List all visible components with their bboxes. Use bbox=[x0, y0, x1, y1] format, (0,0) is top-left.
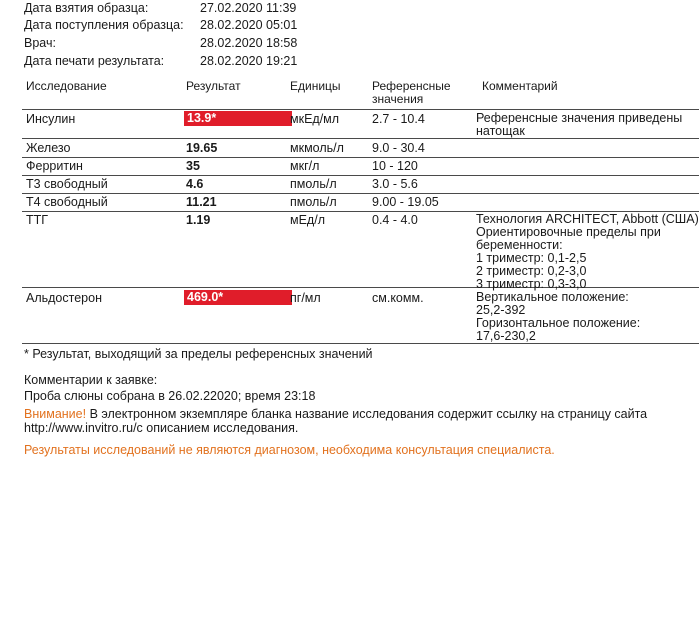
meta-value: 27.02.2020 11:39 bbox=[200, 1, 297, 15]
footnote: * Результат, выходящий за пределы референсных значений bbox=[24, 347, 373, 361]
comment-line: 2 триместр: 0,2-3,0 bbox=[476, 264, 587, 278]
test-name: Ферритин bbox=[26, 159, 83, 173]
meta-label: Дата взятия образца: bbox=[24, 1, 149, 15]
comment-line: 3 триместр: 0,3-3,0 bbox=[476, 277, 587, 291]
units: пмоль/л bbox=[290, 195, 337, 209]
comment-line: Технология ARCHITECT, Abbott (США) bbox=[476, 212, 699, 226]
result: 35 bbox=[186, 159, 200, 173]
table-row-aldosterone bbox=[22, 289, 699, 344]
result: 11.21 bbox=[186, 195, 217, 209]
meta-label: Дата печати результата: bbox=[24, 54, 165, 68]
test-name: Альдостерон bbox=[26, 291, 102, 305]
comment-line: 1 триместр: 0,1-2,5 bbox=[476, 251, 587, 265]
attention-link[interactable]: http://www.invitro.ru/с описанием исследования. bbox=[24, 421, 299, 435]
comment bbox=[476, 213, 699, 291]
disclaimer: Результаты исследований не являются диагнозом, необходима консультация специалиста. bbox=[24, 443, 555, 457]
comment bbox=[476, 291, 640, 343]
meta-value: 28.02.2020 05:01 bbox=[200, 18, 298, 32]
table-row-tsh bbox=[22, 211, 699, 291]
header-units: Единицы bbox=[290, 79, 341, 93]
header-test: Исследование bbox=[26, 79, 107, 93]
units: мкмоль/л bbox=[290, 141, 344, 155]
units: пмоль/л bbox=[290, 177, 337, 191]
reference: см.комм. bbox=[372, 291, 424, 305]
attention-label: Внимание! bbox=[24, 407, 87, 421]
table-row-t4 bbox=[22, 193, 699, 212]
attention-text: В электронном экземпляре бланка название исследования содержит ссылку на страницу сайта bbox=[86, 407, 648, 421]
header-result: Результат bbox=[186, 79, 241, 93]
meta-value: 28.02.2020 18:58 bbox=[200, 36, 298, 50]
header-ref-line2: значения bbox=[372, 92, 424, 106]
table-row-insulin bbox=[22, 109, 699, 139]
comment-line: Вертикальное положение: bbox=[476, 290, 629, 304]
test-name: Железо bbox=[26, 141, 71, 155]
reference: 9.0 - 30.4 bbox=[372, 141, 425, 155]
comments-text: Проба слюны собрана в 26.02.22020; время 23:18 bbox=[24, 389, 316, 403]
reference: 9.00 - 19.05 bbox=[372, 195, 439, 209]
reference: 10 - 120 bbox=[372, 159, 418, 173]
reference: 0.4 - 4.0 bbox=[372, 213, 418, 227]
comment-line: Горизонтальное положение: bbox=[476, 316, 641, 330]
comment-line: беременности: bbox=[476, 238, 563, 252]
meta-label: Дата поступления образца: bbox=[24, 18, 184, 32]
test-name: Инсулин bbox=[26, 112, 76, 126]
meta-label: Врач: bbox=[24, 36, 56, 50]
comment-line: натощак bbox=[476, 124, 525, 138]
meta-value: 28.02.2020 19:21 bbox=[200, 54, 298, 68]
units: мкг/л bbox=[290, 159, 320, 173]
result: 19.65 bbox=[186, 141, 218, 155]
comment-line: 17,6-230,2 bbox=[476, 329, 536, 343]
comment bbox=[476, 112, 682, 138]
units: мЕд/л bbox=[290, 213, 325, 227]
result-flagged: 13.9* bbox=[184, 111, 292, 126]
table-row-iron bbox=[22, 139, 699, 158]
comments-title: Комментарии к заявке: bbox=[24, 373, 158, 387]
comment-line: 25,2-392 bbox=[476, 303, 526, 317]
units: пг/мл bbox=[290, 291, 321, 305]
reference: 3.0 - 5.6 bbox=[372, 177, 418, 191]
result: 4.6 bbox=[186, 177, 204, 191]
test-name: Т3 свободный bbox=[26, 177, 108, 191]
result: 1.19 bbox=[186, 213, 211, 227]
test-name: Т4 свободный bbox=[26, 195, 108, 209]
comment-line: Референсные значения приведены bbox=[476, 111, 683, 125]
header-comment: Комментарий bbox=[482, 79, 558, 93]
reference: 2.7 - 10.4 bbox=[372, 112, 425, 126]
attention-note bbox=[24, 407, 647, 422]
table-row-t3 bbox=[22, 175, 699, 194]
result-flagged: 469.0* bbox=[184, 290, 292, 305]
test-name: ТТГ bbox=[26, 213, 49, 227]
comment-line: Ориентировочные пределы при bbox=[476, 225, 661, 239]
units: мкЕд/мл bbox=[290, 112, 340, 126]
table-row-ferritin bbox=[22, 157, 699, 176]
header-ref-line1: Референсные bbox=[372, 79, 451, 93]
